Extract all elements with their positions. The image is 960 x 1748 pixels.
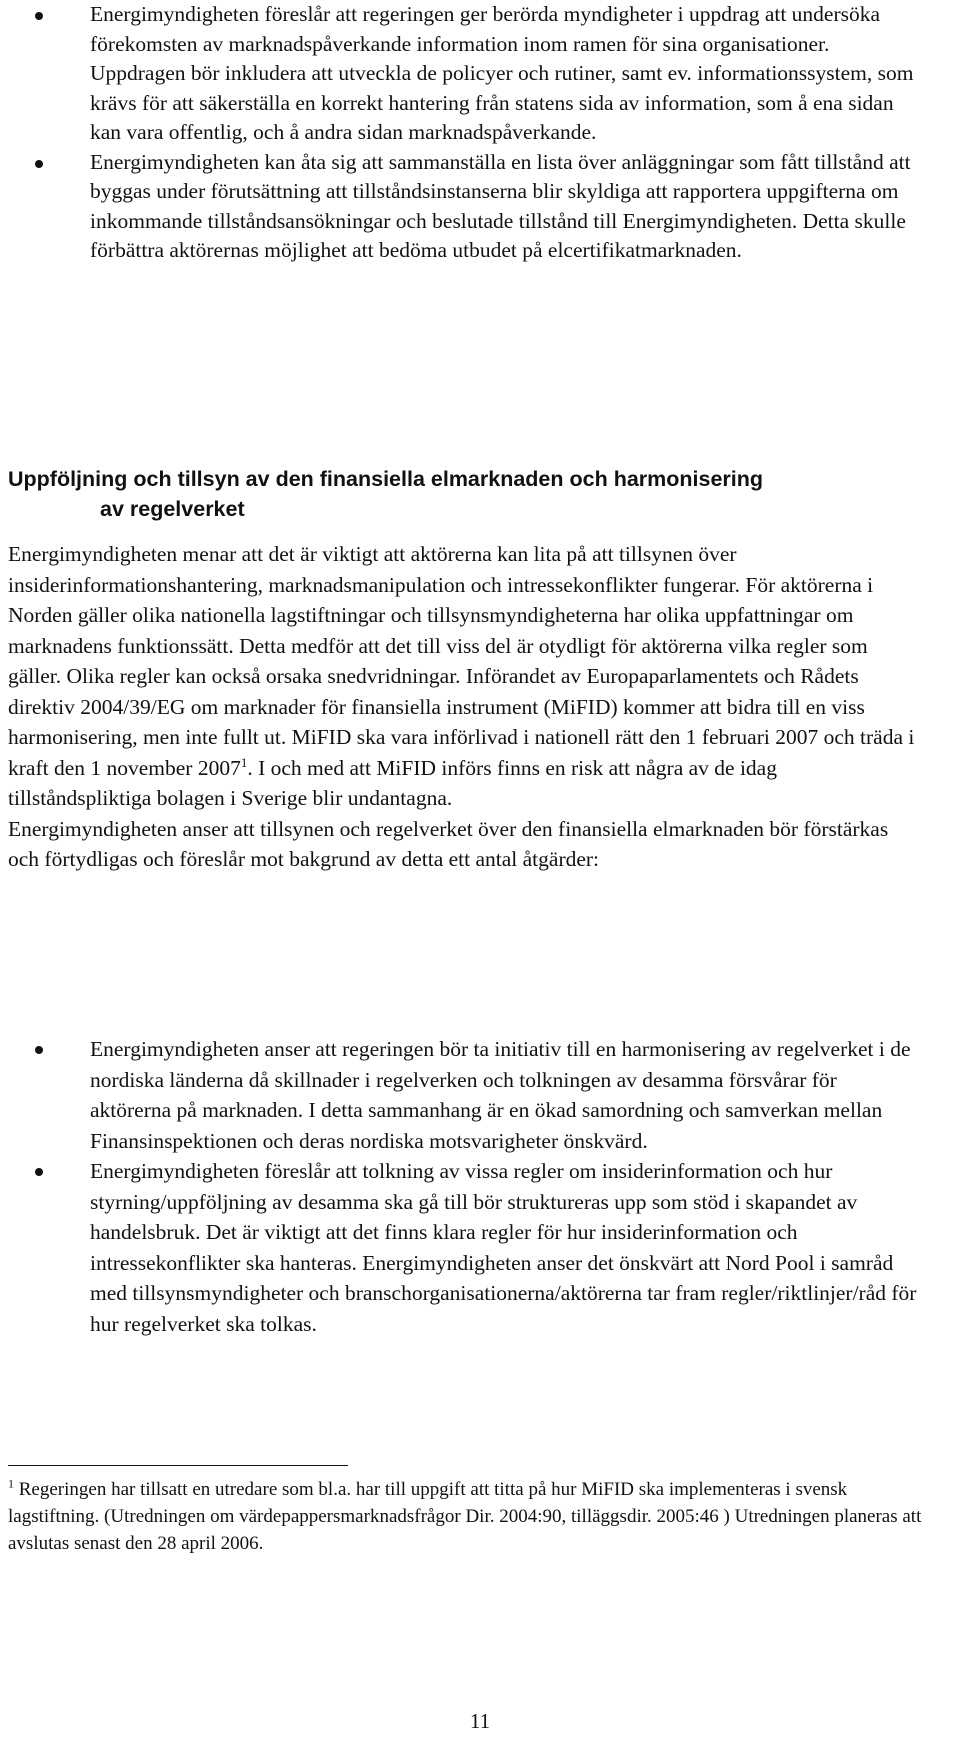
paragraph — [8, 539, 922, 814]
list-item — [8, 1034, 922, 1156]
footnote-divider — [8, 1465, 348, 1466]
list-item — [8, 148, 922, 266]
paragraph-text: Energimyndigheten menar att det är viktigt att aktörerna kan lita på att tillsynen över insiderinformationshantering, marknadsmanipulation och intressekonflikter fungerar. För aktörerna i Norden gäller olika nationella lagstiftningar och tillsynsmyndigheterna har olika uppfattningar om marknadens funktionssätt. Detta medför att det till viss del är otydligt för aktörerna vilka regler som gäller. Olika regler kan också orsaka snedvridningar. Införandet av Europaparlamentets och Rådets direktiv 2004/39/EG om marknader för finansiella instrument (MiFID) kommer att bidra till en viss harmonisering, men inte fullt ut. MiFID ska vara införlivad i nationell rätt den 1 februari 2007 och träda i kraft den 1 november 2007 — [8, 542, 915, 780]
section-heading — [8, 464, 922, 524]
bullet-dot-icon — [35, 1046, 43, 1054]
footnote-reference: 1 — [240, 754, 248, 770]
page-number: 11 — [469, 1709, 491, 1733]
footnote — [8, 1476, 922, 1557]
footnote-text: Regeringen har tillsatt en utredare som bl.a. har till uppgift att titta på hur MiFID ska implementeras i svensk lagstiftning. (Utredningen om värdepappersmarknadsfrågor Dir. 2004:90, tilläggsdir. 2005:46 ) Utredningen planeras att avslutas senast den 28 april 2006. — [8, 1479, 922, 1554]
paragraph-text-continued: . I och med att MiFID införs finns en risk att några av de idag tillståndspliktiga bolagen i Sverige blir undantagna. — [8, 755, 777, 810]
list-item — [8, 0, 922, 148]
footnote-marker: 1 — [8, 1476, 14, 1491]
list-item-text: Energimyndigheten föreslår att regeringen ger berörda myndigheter i uppdrag att undersöka förekomsten av marknadspåverkande information inom ramen för sina organisationer. Uppdragen bör inkludera att utveckla de policyer och rutiner, samt ev. informationssystem, som krävs för att säkerställa en korrekt hantering från statens sida av information, som å ena sidan kan vara offentlig, och å andra sidan marknadspåverkande. — [90, 2, 914, 144]
list-item-text: Energimyndigheten föreslår att tolkning av vissa regler om insiderinformation och hur styrning/uppföljning av desamma ska gå till bör struktureras upp som stöd i skapandet av handelsbruk. Det är viktigt att det finns klara regler för hur insiderinformation och intressekonflikter ska hanteras. Energimyndigheten anser det önskvärt att Nord Pool i samråd med tillsynsmyndigheter och branschorganisationerna/aktörerna tar fram regler/riktlinjer/råd för hur regelverket ska tolkas. — [90, 1159, 917, 1336]
section-heading-line1: Uppföljning och tillsyn av den finansiella elmarknaden och harmonisering — [8, 467, 764, 491]
bullet-dot-icon — [35, 1168, 43, 1176]
bullet-list-top — [8, 0, 922, 266]
bullet-list-bottom — [8, 1034, 922, 1339]
list-item-text: Energimyndigheten kan åta sig att sammanställa en lista över anläggningar som fått tillstånd att byggas under förutsättning att tillståndsinstanserna blir skyldiga att rapportera uppgifterna om inkommande tillståndsansökningar och beslutade tillstånd till Energimyndigheten. Detta skulle förbättra aktörernas möjlighet att bedöma utbudet på elcertifikatmarknaden. — [90, 149, 911, 262]
bullet-dot-icon — [35, 12, 43, 20]
list-item-text: Energimyndigheten anser att regeringen bör ta initiativ till en harmonisering av regelverket i de nordiska länderna då skillnader i regelverken och tolkningen av desamma försvårar för aktörerna på marknaden. I detta sammanhang är en ökad samordning och samverkan mellan Finansinspektionen och deras nordiska motsvarigheter önskvärd. — [90, 1037, 911, 1153]
list-item — [8, 1156, 922, 1339]
section-heading-line2: av regelverket — [100, 497, 245, 521]
bullet-dot-icon — [35, 160, 43, 168]
paragraph: Energimyndigheten anser att tillsynen och regelverket över den finansiella elmarknaden bör förstärkas och förtydligas och föreslår mot bakgrund av detta ett antal åtgärder: — [8, 816, 889, 871]
body-text — [8, 539, 922, 875]
